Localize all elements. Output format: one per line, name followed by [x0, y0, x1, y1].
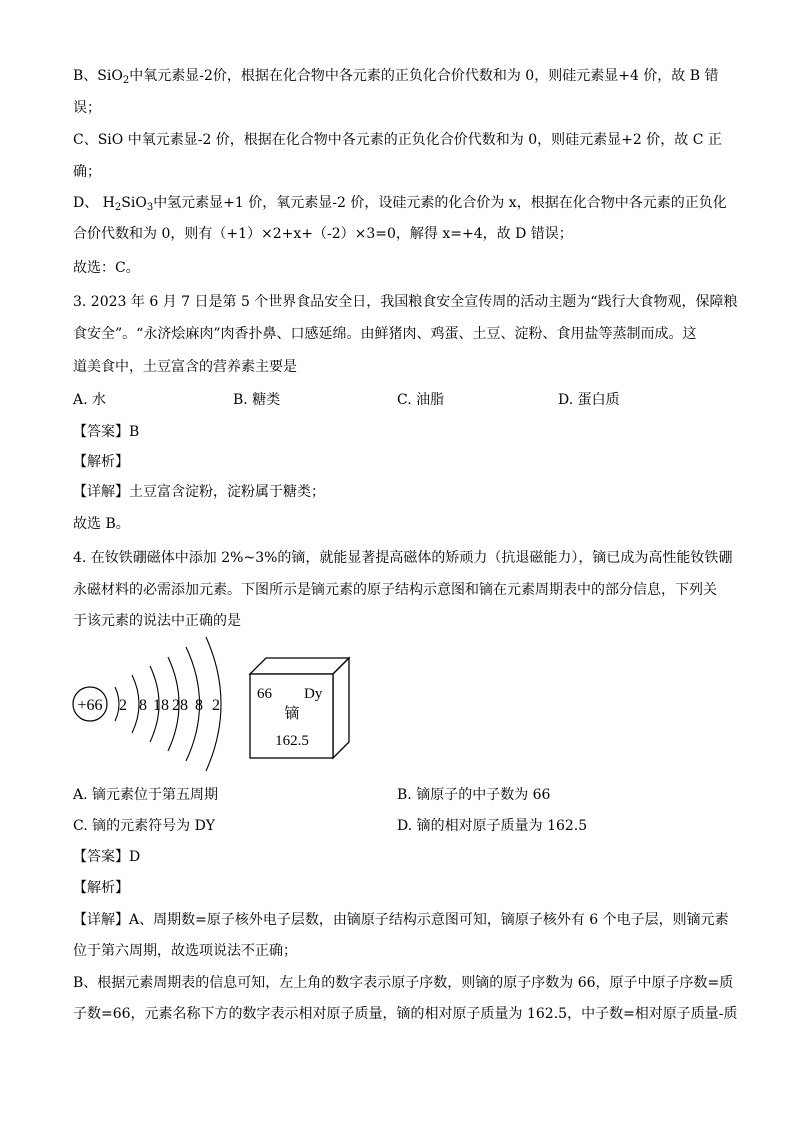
answer-value: D	[129, 849, 141, 865]
q2-option-c-line2: 确；	[73, 164, 101, 180]
q3-answer	[73, 422, 139, 442]
q3-option-c: C. 油脂	[397, 392, 445, 408]
element-cell-diagram	[248, 656, 352, 760]
shell-electrons: 8	[195, 697, 203, 714]
element-name: 镝	[284, 706, 300, 722]
q4-detail-line3: B、根据元素周期表的信息可知，左上角的数字表示原子序数，则镝的原子序数为 66，原子中原子序数=质	[73, 975, 734, 991]
atomic-number: 66	[257, 686, 272, 702]
shell-electrons: 2	[119, 697, 127, 714]
q4-detail-line4: 子数=66，元素名称下方的数字表示相对原子质量，镝的相对原子质量为 162.5，中子数=相对原子质量-质	[73, 1006, 738, 1022]
q2-option-b-line1: B、SiO$_2$中氧元素显-2价，根据在化合物中各元素的正负化合价代数和为 0，则硅元素显+4 价，故 B 错	[73, 68, 719, 86]
q3-analysis-tag: 【解析】	[73, 454, 129, 470]
q4-option-b: B. 镝原子的中子数为 66	[397, 787, 551, 803]
shell-electrons: 28	[172, 697, 188, 714]
q3-option-b: B. 糖类	[233, 392, 281, 408]
q2-option-c-line1: C、SiO 中氧元素显-2 价，根据在化合物中各元素的正负化合价代数和为 0，则硅元素显+2 价，故 C 正	[73, 132, 722, 148]
q3-option-a: A. 水	[73, 392, 107, 408]
answer-tag: 【答案】	[73, 424, 129, 440]
q4-detail-line2: 位于第六周期，故选项说法不正确；	[73, 943, 297, 959]
answer-value: B	[129, 424, 140, 440]
q3-option-d: D. 蛋白质	[558, 392, 620, 408]
q3-conclusion: 故选 B。	[73, 516, 130, 532]
q4-option-a: A. 镝元素位于第五周期	[73, 787, 219, 803]
q3-stem-line1: 3. 2023 年 6 月 7 日是第 5 个世界食品安全日，我国粮食安全宣传周的活动主题为“践行大食物观，保障粮	[73, 294, 738, 310]
q4-stem-line3: 于该元素的说法中正确的是	[73, 613, 241, 629]
element-symbol: Dy	[304, 686, 323, 702]
atom-structure-diagram	[70, 635, 240, 775]
q2-conclusion: 故选：C。	[73, 260, 140, 276]
q2-option-b-line2: 误；	[73, 100, 101, 116]
shell-electrons: 8	[139, 697, 147, 714]
electron-shell-arc	[132, 675, 139, 733]
q3-stem-line2: 食安全”。“永济烩麻肉”肉香扑鼻、口感延绵。由鲜猪肉、鸡蛋、土豆、淀粉、食用盐等蒸制而成。这	[73, 326, 697, 342]
q4-detail-line1: 【详解】A、周期数=原子核外电子层数，由镝原子结构示意图可知，镝原子核外有 6 个电子层，则镝元素	[73, 912, 729, 928]
q3-detail: 【详解】土豆富含淀粉，淀粉属于糖类；	[73, 484, 325, 500]
q4-option-c: C. 镝的元素符号为 DY	[73, 818, 216, 834]
shell-electrons: 18	[153, 697, 169, 714]
shell-electrons: 2	[212, 697, 220, 714]
q4-stem-line1: 4. 在钕铁硼磁体中添加 2%~3%的镝，就能显著提高磁体的矫顽力（抗退磁能力），镝已成为高性能钕铁硼	[73, 550, 733, 566]
q4-answer	[73, 847, 140, 867]
q2-option-d-line2: 合价代数和为 0，则有（+1）×2+x+（-2）×3=0，解得 x=+4，故 D 错误；	[73, 226, 573, 242]
nucleus-charge: +66	[77, 697, 103, 714]
q4-analysis-tag: 【解析】	[73, 880, 129, 896]
q3-stem-line3: 道美食中，土豆富含的营养素主要是	[73, 359, 297, 375]
answer-tag: 【答案】	[73, 849, 129, 865]
q2-option-d-line1: D、 $H_2SiO_3$中氢元素显+1 价，氧元素显-2 价，设硅元素的化合价为 x，根据在化合物中各元素的正负化	[73, 195, 727, 213]
q4-stem-line2: 永磁材料的必需添加元素。下图所示是镝元素的原子结构示意图和镝在元素周期表中的部分信息，下列关	[73, 582, 717, 598]
atomic-mass: 162.5	[275, 733, 309, 749]
q4-option-d: D. 镝的相对原子质量为 162.5	[397, 818, 588, 834]
box-side-face	[333, 658, 349, 758]
box-top-face	[250, 658, 349, 674]
